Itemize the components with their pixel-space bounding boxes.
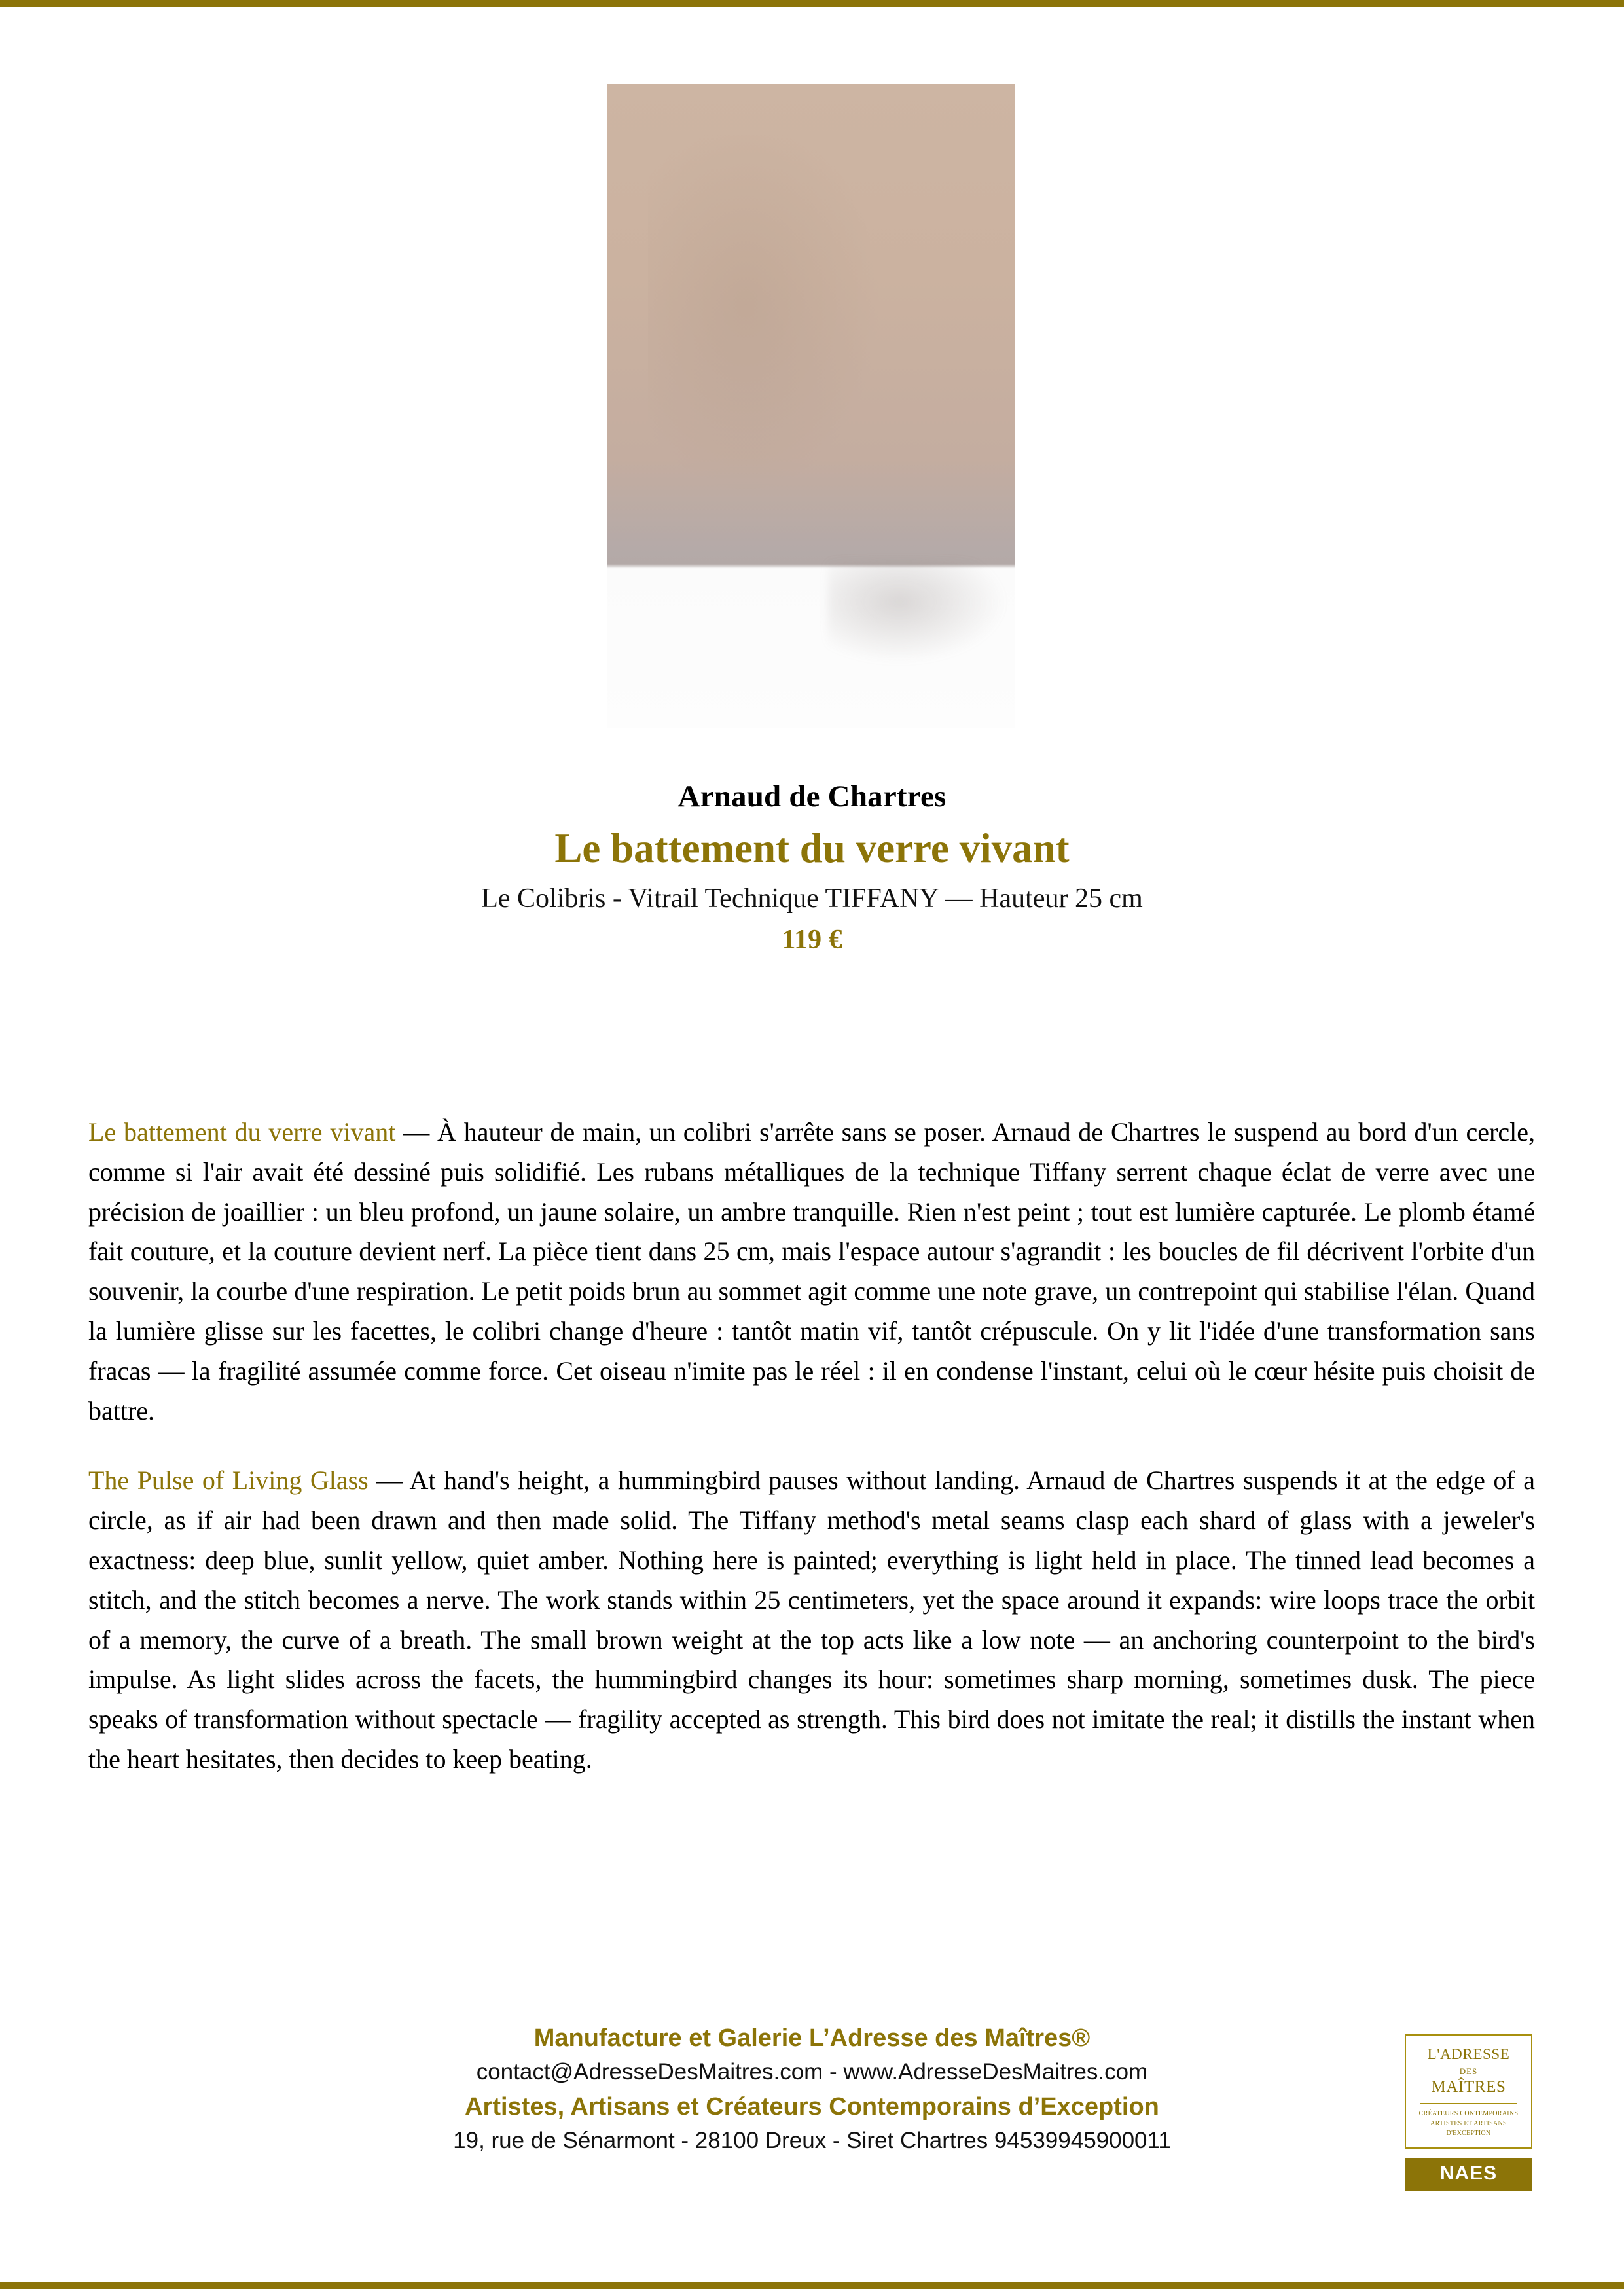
page-title: Le battement du verre vivant xyxy=(554,825,1070,872)
paragraph-en xyxy=(88,1461,1535,1779)
paragraph-fr-text: — À hauteur de main, un colibri s'arrête sans se poser. Arnaud de Chartres le suspend au bord d'un cercle, comme si l'air avait été dessiné puis solidifié. Les rubans métalliques de la technique Tiffany serrent chaque éclat de verre avec une précision de joaillier : un bleu profond, un jaune solaire, un ambre tranquille. Rien n'est peint ; tout est lumière capturée. Le plomb étamé fait couture, et la couture devient nerf. La pièce tient dans 25 cm, mais l'espace autour s'agrandit : les boucles de fil décrivent l'orbite d'un souvenir, la courbe d'une respiration. Le petit poids brun au sommet agit comme une note grave, un contrepoint qui stabilise l'élan. Quand la lumière glisse sur les facettes, le colibri change d'heure : tantôt matin vif, tantôt crépuscule. On y lit l'idée d'une transformation sans fracas — la fragilité assumée comme force. Cet oiseau n'imite pas le réel : il en condense l'instant, celui où le cœur hésite puis choisit de battre. xyxy=(88,1117,1535,1426)
artwork-subtitle: Le Colibris - Vitrail Technique TIFFANY — Hauteur 25 cm xyxy=(481,884,1143,914)
footer-company: Manufacture et Galerie L’Adresse des Maîtres® xyxy=(533,2024,1091,2052)
price-label: 119 € xyxy=(782,924,842,955)
wall-shadow xyxy=(648,135,892,509)
paragraph-fr-lead: Le battement du verre vivant xyxy=(88,1117,396,1147)
brand-logo-block xyxy=(1405,2034,1532,2191)
logo-divider xyxy=(1420,2103,1517,2104)
logo-sub-artistes: ARTISTES ET ARTISANS xyxy=(1430,2120,1507,2128)
logo-sub-exception: D'EXCEPTION xyxy=(1446,2130,1491,2138)
footer-address: 19, rue de Sénarmont - 28100 Dreux - Siret Chartres 94539945900011 xyxy=(453,2128,1171,2154)
paragraph-en-lead: The Pulse of Living Glass xyxy=(88,1465,369,1496)
paragraph-en-text: — At hand's height, a hummingbird pauses without landing. Arnaud de Chartres suspends it at the edge of a circle, as if air had been drawn and then made solid. The Tiffany method's metal seams clasp each shard of glass with a jeweler's exactness: deep blue, sunlit yellow, quiet amber. Nothing here is painted; everything is light held in place. The tinned lead becomes a stitch, and the stitch becomes a nerve. The work stands within 25 centimeters, yet the space around it expands: wire loops trace the orbit of a memory, the curve of a breath. The small brown weight at the top acts like a low note — an anchoring counterpoint to the bird's impulse. As light slides across the facets, the hummingbird changes its hour: sometimes sharp morning, sometimes dusk. The piece speaks of transformation without spectacle — fragility accepted as strength. This bird does not imitate the real; it distills the instant when the heart hesitates, then decides to keep beating. xyxy=(88,1465,1536,1774)
title-block xyxy=(0,779,1624,957)
artist-name: Arnaud de Chartres xyxy=(677,780,947,814)
paragraph-fr xyxy=(88,1113,1535,1431)
page-footer xyxy=(0,2022,1624,2156)
naes-badge: NAES xyxy=(1405,2158,1532,2191)
logo-line-des: DES xyxy=(1459,2066,1478,2077)
top-gold-rule xyxy=(0,0,1624,7)
logo-card xyxy=(1405,2034,1532,2149)
artwork-photo xyxy=(607,84,1015,728)
bottom-gold-rule xyxy=(0,2282,1624,2289)
table-shadow xyxy=(827,561,1007,664)
logo-sub-createurs: CRÉATEURS CONTEMPORAINS xyxy=(1418,2110,1519,2118)
logo-line-maitres: MAÎTRES xyxy=(1431,2078,1506,2096)
logo-line-adresse: L'ADRESSE xyxy=(1427,2046,1510,2062)
description-body xyxy=(88,1113,1535,1780)
footer-contact[interactable]: contact@AdresseDesMaitres.com - www.AdresseDesMaitres.com xyxy=(476,2059,1148,2085)
footer-tagline: Artistes, Artisans et Créateurs Contemporains d’Exception xyxy=(465,2092,1159,2121)
